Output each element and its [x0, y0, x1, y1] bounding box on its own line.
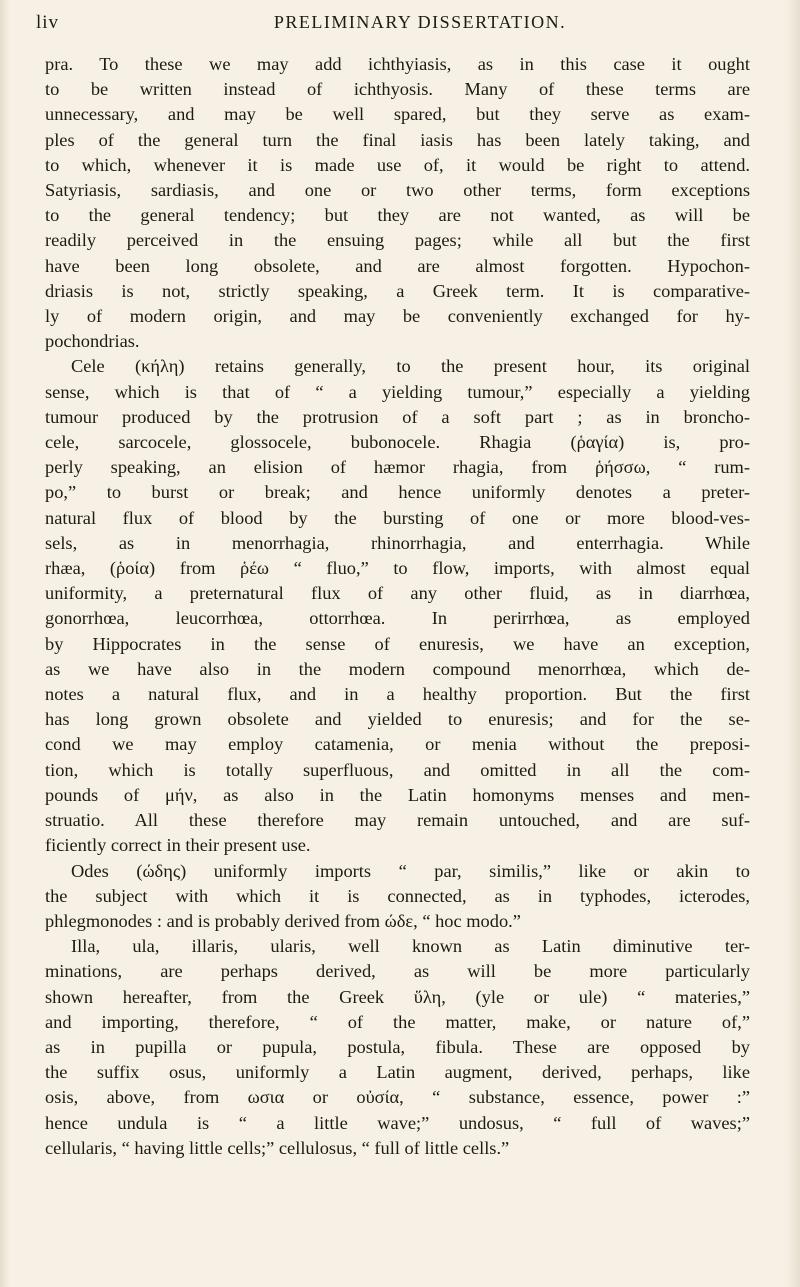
text-line: Odes (ώδης) uniformly imports “ par, similis,” like or akin to — [71, 860, 750, 881]
text-line: unnecessary, and may be well spared, but they serve as exam- — [45, 104, 750, 125]
text-line: pochondrias. — [45, 331, 140, 352]
text-line: phlegmonodes : and is probably derived from ώδε, “ hoc modo.” — [45, 910, 521, 931]
text-line: driasis is not, strictly speaking, a Greek term. It is comparative- — [45, 280, 750, 301]
paragraph-p3 — [45, 859, 750, 935]
text-line: as we have also in the modern compound menorrhœa, which de- — [45, 658, 750, 679]
text-line: uniformity, a preternatural flux of any other fluid, as in diarrhœa, — [45, 583, 750, 604]
paragraph-p1 — [45, 52, 750, 354]
page-header — [36, 10, 764, 40]
body-text — [45, 52, 750, 1161]
text-line: ly of modern origin, and may be conveniently exchanged for hy- — [45, 306, 750, 327]
text-line: rhæa, (ῥοία) from ῥέω “ fluo,” to flow, imports, with almost equal — [45, 558, 750, 579]
text-line: cele, sarcocele, glossocele, bubonocele. Rhagia (ῥαγία) is, pro- — [45, 432, 750, 453]
text-line: the subject with which it is connected, as in typhodes, icterodes, — [45, 885, 750, 906]
text-line: perly speaking, an elision of hæmor rhagia, from ῥήσσω, “ rum- — [45, 457, 750, 478]
text-line: notes a natural flux, and in a healthy proportion. But the first — [45, 684, 750, 705]
text-line: po,” to burst or break; and hence uniformly denotes a preter- — [45, 482, 750, 503]
text-line: Cele (κήλη) retains generally, to the present hour, its original — [71, 356, 750, 377]
text-line: have been long obsolete, and are almost forgotten. Hypochon- — [45, 255, 750, 276]
gutter-shadow — [0, 0, 10, 1287]
page-edge-shadow — [786, 0, 800, 1287]
text-line: the suffix osus, uniformly a Latin augment, derived, perhaps, like — [45, 1062, 750, 1083]
paragraph-p4 — [45, 934, 750, 1161]
text-line: gonorrhœa, leucorrhœa, ottorrhœa. In perirrhœa, as employed — [45, 608, 750, 629]
page-number: liv — [36, 12, 60, 33]
text-line: and importing, therefore, “ of the matter, make, or nature of,” — [45, 1011, 750, 1032]
text-line: as in pupilla or pupula, postula, fibula. These are opposed by — [45, 1036, 750, 1057]
text-line: natural flux of blood by the bursting of one or more blood-ves- — [45, 507, 750, 528]
text-line: cellularis, “ having little cells;” cellulosus, “ full of little cells.” — [45, 1137, 510, 1158]
text-line: ficiently correct in their present use. — [45, 835, 311, 856]
running-head: PRELIMINARY DISSERTATION. — [273, 12, 567, 32]
text-line: to be written instead of ichthyosis. Many of these terms are — [45, 79, 750, 100]
text-line: to which, whenever it is made use of, it would be right to attend. — [45, 154, 750, 175]
text-line: readily perceived in the ensuing pages; while all but the first — [45, 230, 750, 251]
text-line: has long grown obsolete and yielded to enuresis; and for the se- — [45, 709, 750, 730]
text-line: tion, which is totally superfluous, and omitted in all the com- — [45, 759, 750, 780]
text-line: pounds of μήν, as also in the Latin homonyms menses and men- — [45, 784, 750, 805]
text-line: struatio. All these therefore may remain untouched, and are suf- — [45, 810, 750, 831]
text-line: ples of the general turn the final iasis has been lately taking, and — [45, 129, 750, 150]
text-line: pra. To these we may add ichthyiasis, as in this case it ought — [45, 54, 750, 74]
paragraph-p2 — [45, 354, 750, 858]
text-line: hence undula is “ a little wave;” undosus, “ full of waves;” — [45, 1112, 750, 1133]
text-line: shown hereafter, from the Greek ὕλη, (yle or ule) “ materies,” — [45, 986, 750, 1007]
text-line: Illa, ula, illaris, ularis, well known as Latin diminutive ter- — [71, 936, 750, 957]
text-line: sels, as in menorrhagia, rhinorrhagia, and enterrhagia. While — [45, 532, 750, 553]
text-line: Satyriasis, sardiasis, and one or two other terms, form exceptions — [45, 180, 750, 201]
text-line: tumour produced by the protrusion of a soft part ; as in broncho- — [45, 406, 750, 427]
text-line: osis, above, from ωσια or οὐσία, “ substance, essence, power :” — [45, 1087, 750, 1108]
text-line: sense, which is that of “ a yielding tumour,” especially a yielding — [45, 381, 750, 402]
text-line: cond we may employ catamenia, or menia without the preposi- — [45, 734, 750, 755]
text-line: minations, are perhaps derived, as will be more particularly — [45, 961, 750, 982]
text-line: to the general tendency; but they are not wanted, as will be — [45, 205, 750, 226]
text-line: by Hippocrates in the sense of enuresis, we have an exception, — [45, 633, 750, 654]
